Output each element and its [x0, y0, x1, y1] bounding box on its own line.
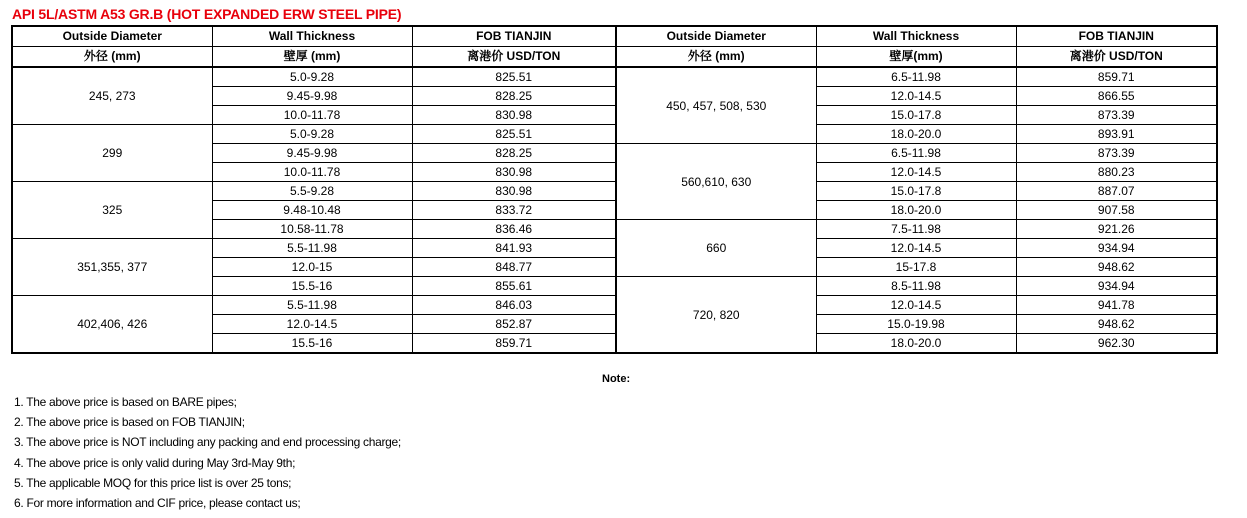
fob-price-cell: 833.72: [412, 201, 616, 220]
header-wall-thickness-cn: 壁厚(mm): [816, 47, 1016, 68]
price-table: [11, 25, 1218, 354]
table-row: [12, 296, 1217, 315]
wall-thickness-cell: 6.5-11.98: [816, 144, 1016, 163]
wall-thickness-cell: 5.5-11.98: [212, 296, 412, 315]
header-row-chinese: [12, 47, 1217, 68]
wall-thickness-cell: 10.0-11.78: [212, 163, 412, 182]
outside-diameter-cell: 325: [12, 182, 212, 239]
fob-price-cell: 948.62: [1016, 258, 1217, 277]
header-outside-diameter-cn: 外径 (mm): [616, 47, 816, 68]
wall-thickness-cell: 5.0-9.28: [212, 67, 412, 87]
fob-price-cell: 825.51: [412, 67, 616, 87]
wall-thickness-cell: 12.0-14.5: [816, 87, 1016, 106]
header-wall-thickness: Wall Thickness: [816, 26, 1016, 47]
wall-thickness-cell: 12.0-14.5: [816, 296, 1016, 315]
wall-thickness-cell: 9.48-10.48: [212, 201, 412, 220]
table-row: [12, 125, 1217, 144]
outside-diameter-cell: 720, 820: [616, 277, 816, 354]
fob-price-cell: 948.62: [1016, 315, 1217, 334]
outside-diameter-cell: 351,355, 377: [12, 239, 212, 296]
note-item: 5. The applicable MOQ for this price list is over 25 tons;: [14, 475, 292, 490]
wall-thickness-cell: 10.0-11.78: [212, 106, 412, 125]
wall-thickness-cell: 15.5-16: [212, 277, 412, 296]
note-item: 2. The above price is based on FOB TIANJIN;: [14, 415, 245, 430]
header-outside-diameter: Outside Diameter: [12, 26, 212, 47]
note-title: Note:: [602, 373, 631, 385]
wall-thickness-cell: 15.0-19.98: [816, 315, 1016, 334]
fob-price-cell: 828.25: [412, 144, 616, 163]
fob-price-cell: 830.98: [412, 163, 616, 182]
wall-thickness-cell: 6.5-11.98: [816, 67, 1016, 87]
wall-thickness-cell: 5.5-9.28: [212, 182, 412, 201]
wall-thickness-cell: 15.0-17.8: [816, 182, 1016, 201]
fob-price-cell: 962.30: [1016, 334, 1217, 354]
fob-price-cell: 830.98: [412, 106, 616, 125]
wall-thickness-cell: 12.0-14.5: [816, 163, 1016, 182]
table-row: [12, 182, 1217, 201]
fob-price-cell: 921.26: [1016, 220, 1217, 239]
wall-thickness-cell: 18.0-20.0: [816, 334, 1016, 354]
note-item: 6. For more information and CIF price, please contact us;: [14, 495, 301, 510]
wall-thickness-cell: 10.58-11.78: [212, 220, 412, 239]
page-title: API 5L/ASTM A53 GR.B (HOT EXPANDED ERW STEEL PIPE): [12, 6, 402, 22]
fob-price-cell: 830.98: [412, 182, 616, 201]
wall-thickness-cell: 12.0-15: [212, 258, 412, 277]
wall-thickness-cell: 9.45-9.98: [212, 144, 412, 163]
table-row: [12, 67, 1217, 87]
fob-price-cell: 825.51: [412, 125, 616, 144]
wall-thickness-cell: 15.5-16: [212, 334, 412, 354]
wall-thickness-cell: 12.0-14.5: [212, 315, 412, 334]
fob-price-cell: 866.55: [1016, 87, 1217, 106]
fob-price-cell: 841.93: [412, 239, 616, 258]
fob-price-cell: 873.39: [1016, 106, 1217, 125]
outside-diameter-cell: 245, 273: [12, 67, 212, 125]
header-outside-diameter-cn: 外径 (mm): [12, 47, 212, 68]
fob-price-cell: 859.71: [412, 334, 616, 354]
fob-price-cell: 887.07: [1016, 182, 1217, 201]
fob-price-cell: 828.25: [412, 87, 616, 106]
wall-thickness-cell: 18.0-20.0: [816, 125, 1016, 144]
fob-price-cell: 859.71: [1016, 67, 1217, 87]
wall-thickness-cell: 15.0-17.8: [816, 106, 1016, 125]
wall-thickness-cell: 15-17.8: [816, 258, 1016, 277]
note-item: 3. The above price is NOT including any packing and end processing charge;: [14, 435, 401, 450]
note-item: 1. The above price is based on BARE pipes;: [14, 395, 237, 409]
fob-price-cell: 893.91: [1016, 125, 1217, 144]
wall-thickness-cell: 7.5-11.98: [816, 220, 1016, 239]
wall-thickness-cell: 5.0-9.28: [212, 125, 412, 144]
header-wall-thickness: Wall Thickness: [212, 26, 412, 47]
fob-price-cell: 934.94: [1016, 277, 1217, 296]
header-fob-tianjin-cn: 离港价 USD/TON: [412, 47, 616, 68]
header-row-english: [12, 26, 1217, 47]
table-row: [12, 239, 1217, 258]
fob-price-cell: 852.87: [412, 315, 616, 334]
fob-price-cell: 907.58: [1016, 201, 1217, 220]
fob-price-cell: 836.46: [412, 220, 616, 239]
fob-price-cell: 846.03: [412, 296, 616, 315]
wall-thickness-cell: 8.5-11.98: [816, 277, 1016, 296]
wall-thickness-cell: 5.5-11.98: [212, 239, 412, 258]
notes-list: [14, 392, 401, 513]
header-outside-diameter: Outside Diameter: [616, 26, 816, 47]
header-wall-thickness-cn: 壁厚 (mm): [212, 47, 412, 68]
fob-price-cell: 855.61: [412, 277, 616, 296]
fob-price-cell: 880.23: [1016, 163, 1217, 182]
fob-price-cell: 873.39: [1016, 144, 1217, 163]
fob-price-cell: 934.94: [1016, 239, 1217, 258]
header-fob-tianjin: FOB TIANJIN: [1016, 26, 1217, 47]
header-fob-tianjin: FOB TIANJIN: [412, 26, 616, 47]
outside-diameter-cell: 299: [12, 125, 212, 182]
outside-diameter-cell: 660: [616, 220, 816, 277]
fob-price-cell: 941.78: [1016, 296, 1217, 315]
header-fob-tianjin-cn: 离港价 USD/TON: [1016, 47, 1217, 68]
note-item: 4. The above price is only valid during May 3rd-May 9th;: [14, 455, 296, 470]
outside-diameter-cell: 402,406, 426: [12, 296, 212, 354]
fob-price-cell: 848.77: [412, 258, 616, 277]
outside-diameter-cell: 560,610, 630: [616, 144, 816, 220]
outside-diameter-cell: 450, 457, 508, 530: [616, 67, 816, 144]
wall-thickness-cell: 9.45-9.98: [212, 87, 412, 106]
wall-thickness-cell: 12.0-14.5: [816, 239, 1016, 258]
wall-thickness-cell: 18.0-20.0: [816, 201, 1016, 220]
